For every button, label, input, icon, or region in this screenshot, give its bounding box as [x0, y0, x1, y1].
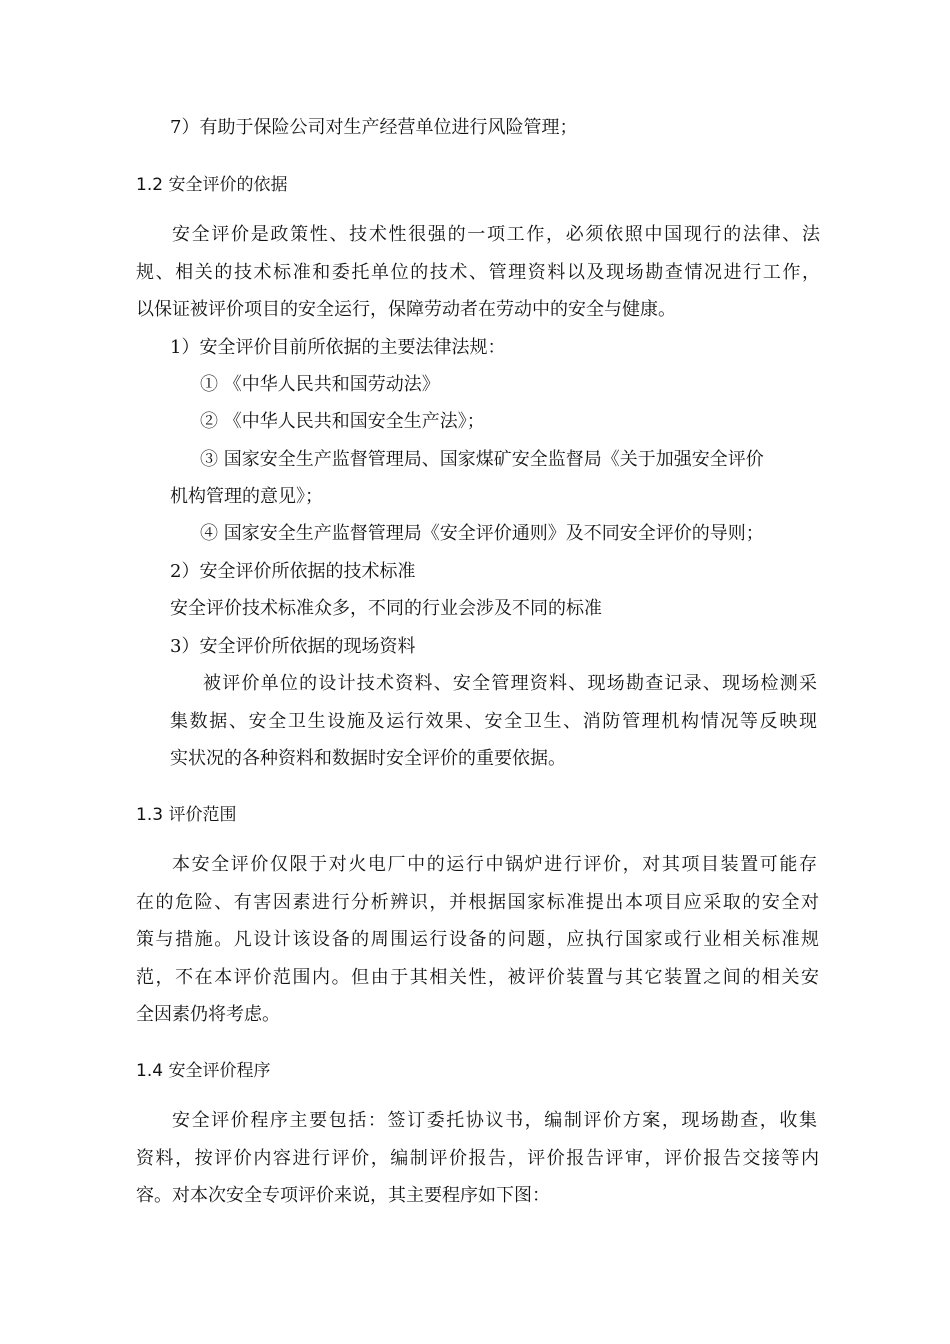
- section-heading-1-3: 1.3 评价范围: [136, 805, 237, 825]
- list-item-7: 7）有助于保险公司对生产经营单位进行风险管理；: [170, 117, 578, 138]
- law-item-3: ③ 国家安全生产监督管理局、国家煤矿安全监督局《关于加强安全评价: [200, 449, 764, 470]
- subsection-heading-3: 3）安全评价所依据的现场资料: [170, 636, 416, 657]
- paragraph-line: 容。对本次安全专项评价来说，其主要程序如下图：: [136, 1185, 550, 1206]
- subsection-heading-1: 1）安全评价目前所依据的主要法律法规：: [170, 337, 506, 358]
- subsection-heading-2: 2）安全评价所依据的技术标准: [170, 561, 416, 582]
- paragraph-line: 规、相关的技术标准和委托单位的技术、管理资料以及现场勘查情况进行工作，: [136, 262, 820, 283]
- paragraph-line: 本安全评价仅限于对火电厂中的运行中锅炉进行评价，对其项目装置可能存: [172, 854, 817, 875]
- law-item-4: ④ 国家安全生产监督管理局《安全评价通则》及不同安全评价的导则；: [200, 523, 764, 544]
- paragraph-line: 被评价单位的设计技术资料、安全管理资料、现场勘查记录、现场检测采: [203, 673, 817, 694]
- section-heading-1-2: 1.2 安全评价的依据: [136, 175, 288, 195]
- paragraph-line: 资料，按评价内容进行评价，编制评价报告，评价报告评审，评价报告交接等内: [136, 1148, 819, 1169]
- paragraph-line: 安全评价程序主要包括：签订委托协议书，编制评价方案，现场勘查，收集: [172, 1110, 817, 1131]
- paragraph-line: 全因素仍将考虑。: [136, 1004, 280, 1025]
- paragraph-line: 安全评价是政策性、技术性很强的一项工作，必须依照中国现行的法律、法: [172, 224, 820, 245]
- section-heading-1-4: 1.4 安全评价程序: [136, 1061, 271, 1081]
- standards-text: 安全评价技术标准众多，不同的行业会涉及不同的标准: [170, 598, 602, 619]
- law-item-2: ② 《中华人民共和国安全生产法》；: [200, 411, 485, 432]
- law-item-3-continued: 机构管理的意见》；: [170, 486, 323, 507]
- paragraph-line: 集数据、安全卫生设施及运行效果、安全卫生、消防管理机构情况等反映现: [170, 711, 817, 732]
- paragraph-line: 在的危险、有害因素进行分析辨识，并根据国家标准提出本项目应采取的安全对: [136, 892, 819, 913]
- paragraph-line: 实状况的各种资料和数据时安全评价的重要依据。: [170, 748, 566, 769]
- paragraph-line: 以保证被评价项目的安全运行，保障劳动者在劳动中的安全与健康。: [136, 299, 676, 320]
- paragraph-line: 范，不在本评价范围内。但由于其相关性，被评价装置与其它装置之间的相关安: [136, 967, 819, 988]
- paragraph-line: 策与措施。凡设计该设备的周围运行设备的问题，应执行国家或行业相关标准规: [136, 929, 819, 950]
- law-item-1: ① 《中华人民共和国劳动法》: [200, 374, 440, 395]
